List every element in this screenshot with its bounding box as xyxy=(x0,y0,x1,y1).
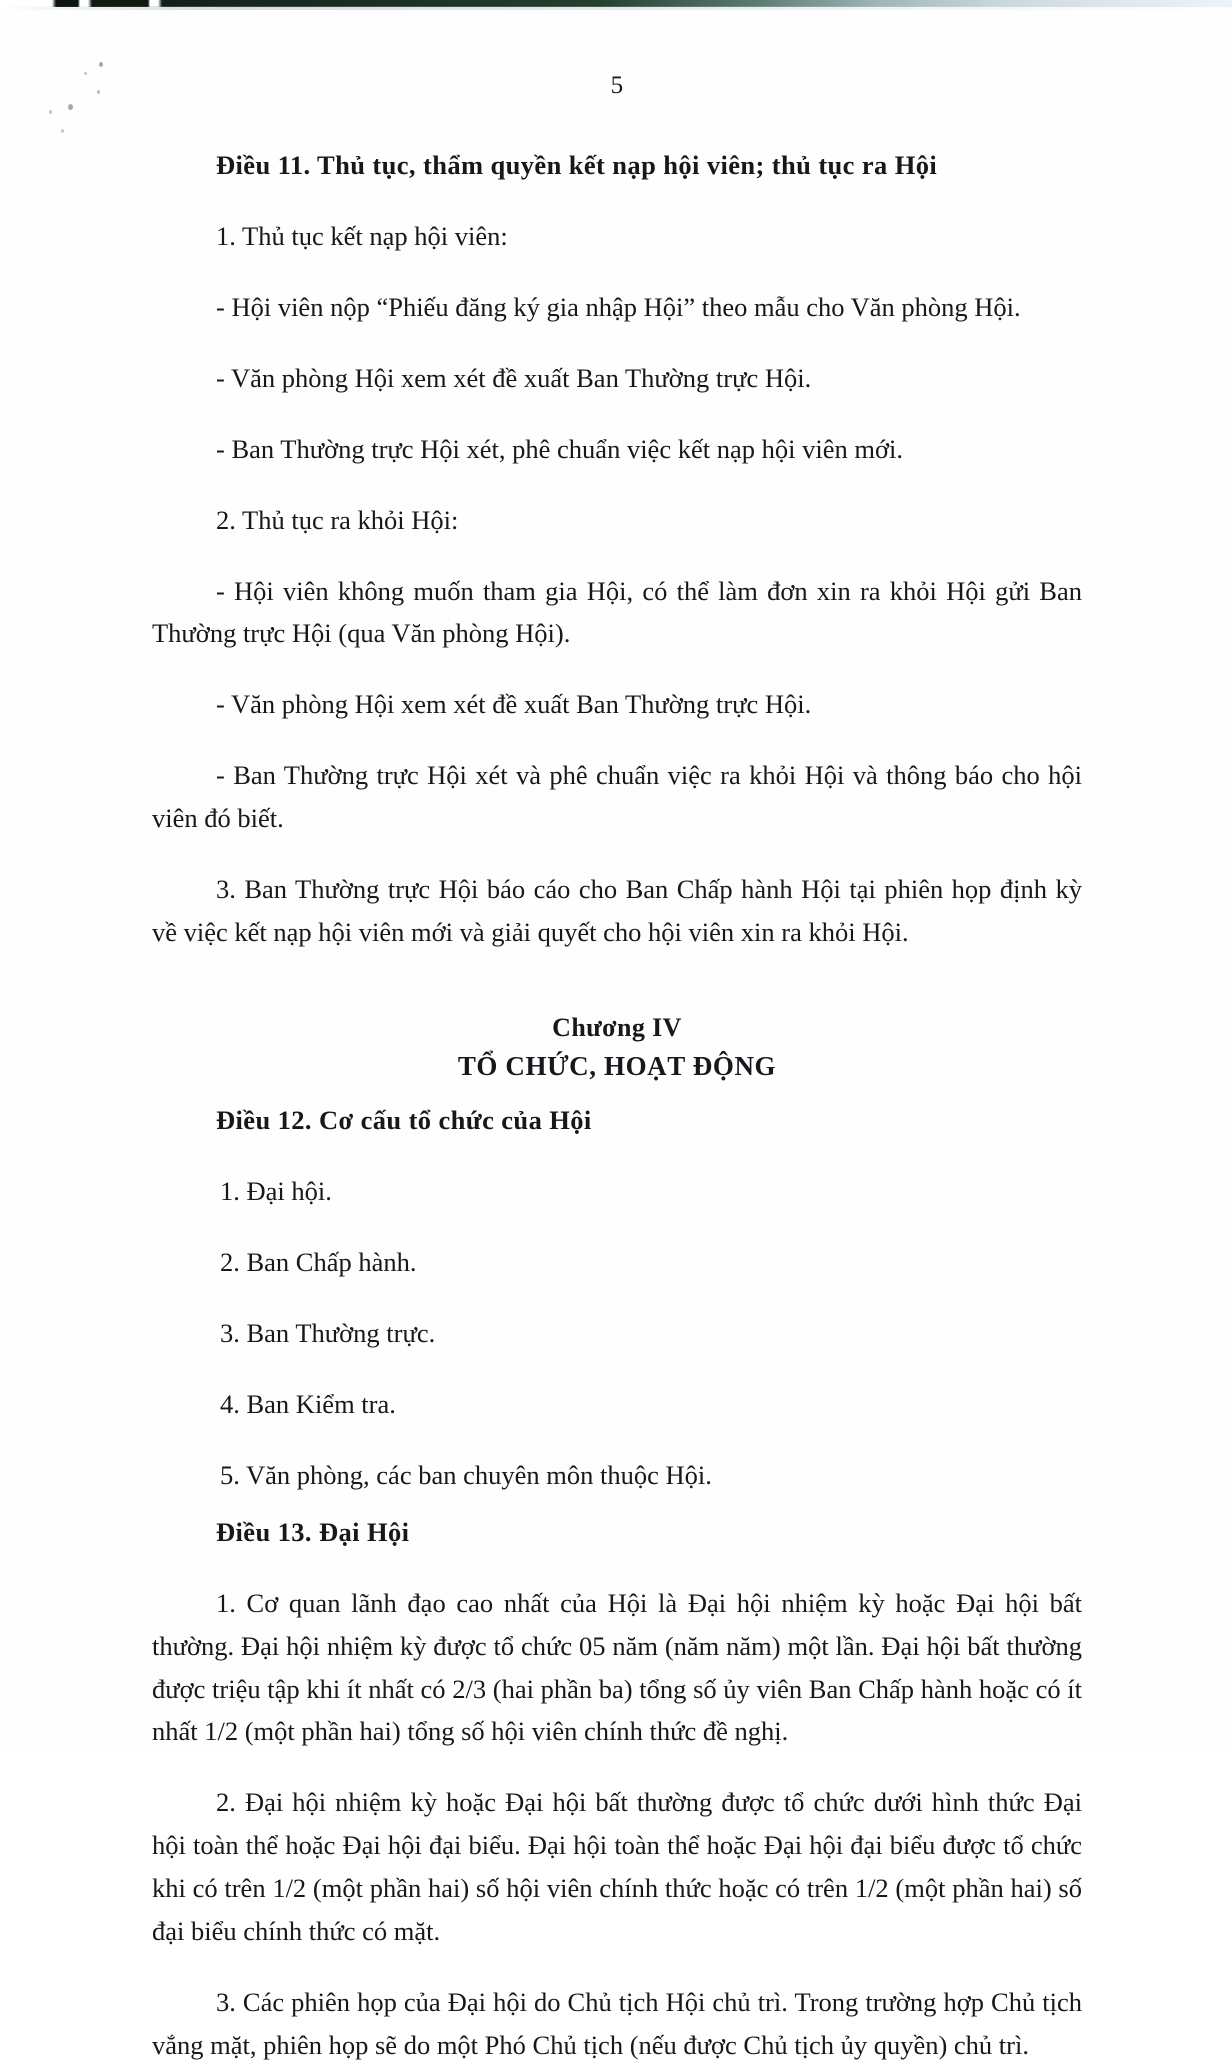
article-12-heading: Điều 12. Cơ cấu tổ chức của Hội xyxy=(216,1105,592,1136)
article-13-paragraph-2: 2. Đại hội nhiệm kỳ hoặc Đại hội bất thường được tổ chức dưới hình thức Đại hội toàn thể hoặc Đại hội đại biểu. Đại hội toàn thể hoặc Đại hội đại biểu được tổ chức khi có trên 1/2 (một phần hai) số hội viên chính thức hoặc có trên 1/2 (một phần hai) số đại biểu chính thức có mặt. xyxy=(152,1787,1082,1947)
scan-speck xyxy=(49,110,52,114)
article-12-item-1: 1. Đại hội. xyxy=(220,1176,332,1207)
article-11-item-3: 3. Ban Thường trực Hội báo cáo cho Ban Chấp hành Hội tại phiên họp định kỳ về việc kết nạp hội viên mới và giải quyết cho hội viên xin ra khỏi Hội. xyxy=(152,874,1082,948)
article-12-item-4: 4. Ban Kiểm tra. xyxy=(220,1388,396,1419)
page-number: 5 xyxy=(610,72,624,99)
scan-speck xyxy=(99,62,103,67)
article-11-item-1-bullet-2: - Văn phòng Hội xem xét đề xuất Ban Thường trực Hội. xyxy=(216,362,812,393)
scan-speck xyxy=(97,90,100,94)
article-11-item-2-bullet-2: - Văn phòng Hội xem xét đề xuất Ban Thường trực Hội. xyxy=(216,689,812,720)
article-13-heading: Điều 13. Đại Hội xyxy=(216,1516,410,1547)
chapter-title: TỔ CHỨC, HOẠT ĐỘNG xyxy=(457,1050,777,1081)
article-11-section xyxy=(152,144,1082,954)
article-13-section xyxy=(152,1511,1082,2067)
scan-speck xyxy=(68,104,73,110)
article-11-item-1-label: 1. Thủ tục kết nạp hội viên: xyxy=(216,220,508,251)
article-11-item-1-bullet-3: - Ban Thường trực Hội xét, phê chuẩn việc kết nạp hội viên mới. xyxy=(216,433,903,464)
article-11-item-2-label: 2. Thủ tục ra khỏi Hội: xyxy=(216,504,459,535)
scan-speck xyxy=(61,129,64,133)
scan-speck xyxy=(84,72,87,75)
article-11-item-2-bullet-1: - Hội viên không muốn tham gia Hội, có thể làm đơn xin ra khỏi Hội gửi Ban Thường trực Hội (qua Văn phòng Hội). xyxy=(152,575,1082,649)
article-12-item-5: 5. Văn phòng, các ban chuyên môn thuộc Hội. xyxy=(220,1459,712,1490)
article-11-item-2-bullet-3: - Ban Thường trực Hội xét và phê chuẩn việc ra khỏi Hội và thông báo cho hội viên đó biết. xyxy=(152,760,1082,834)
article-11-item-1-bullet-1: - Hội viên nộp “Phiếu đăng ký gia nhập Hội” theo mẫu cho Văn phòng Hội. xyxy=(216,291,1021,322)
article-12-section xyxy=(152,1099,1082,1497)
article-12-item-3: 3. Ban Thường trực. xyxy=(220,1317,436,1348)
article-12-item-2: 2. Ban Chấp hành. xyxy=(220,1247,417,1278)
article-11-heading: Điều 11. Thủ tục, thẩm quyền kết nạp hội viên; thủ tục ra Hội xyxy=(216,150,938,180)
document-body xyxy=(152,0,1082,2067)
article-13-paragraph-3: 3. Các phiên họp của Đại hội do Chủ tịch Hội chủ trì. Trong trường hợp Chủ tịch vắng mặt, phiên họp sẽ do một Phó Chủ tịch (nếu được Chủ tịch ủy quyền) chủ trì. xyxy=(152,1987,1082,2060)
chapter-label: Chương IV xyxy=(552,1012,682,1042)
article-13-paragraph-1: 1. Cơ quan lãnh đạo cao nhất của Hội là Đại hội nhiệm kỳ hoặc Đại hội bất thường. Đại hội nhiệm kỳ được tổ chức 05 năm (năm năm) một lần. Đại hội bất thường được triệu tập khi ít nhất có 2/3 (hai phần ba) tổng số ủy viên Ban Chấp hành hoặc có ít nhất 1/2 (một phần hai) tổng số hội viên chính thức đề nghị. xyxy=(152,1587,1082,1747)
chapter-heading-block xyxy=(152,1010,1082,1085)
